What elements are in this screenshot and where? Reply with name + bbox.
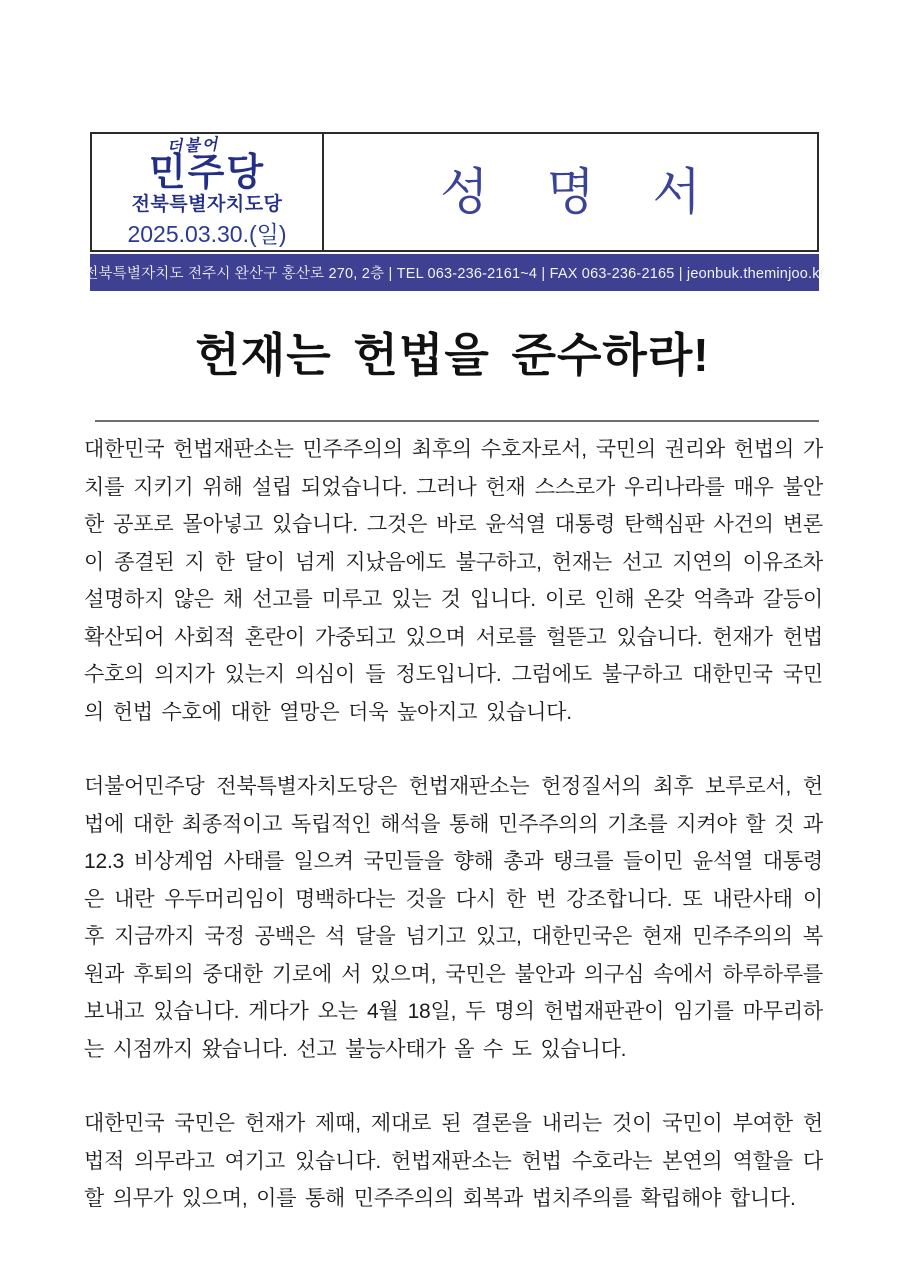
statement-paragraph-3: 대한민국 국민은 헌재가 제때, 제대로 된 결론을 내리는 것이 국민이 부여한 헌법적 의무라고 여기고 있습니다. 헌법재판소는 헌법 수호라는 본연의 역할을 다할 의무가 있으며, 이를 통해 민주주의의 회복과 법치주의를 확립해야 합니다. xyxy=(84,1112,823,1210)
contact-bar xyxy=(84,254,825,291)
header-box xyxy=(90,132,819,252)
statement-body xyxy=(84,431,823,1218)
contact-text: 전북특별자치도 전주시 완산구 홍산로 270, 2층 | TEL 063-236-2161~4 | FAX 063-236-2165 | jeonbuk.theminjoo.kr xyxy=(84,266,825,282)
statement-title: 헌재는 헌법을 준수하라! xyxy=(195,329,710,381)
party-logo xyxy=(92,134,324,250)
statement-paragraph-1: 대한민국 헌법재판소는 민주주의의 최후의 수호자로서, 국민의 권리와 헌법의 가치를 지키기 위해 설립 되었습니다. 그러나 헌재 스스로가 우리나라를 매우 불안한 공포로 몰아넣고 있습니다. 그것은 바로 윤석열 대통령 탄핵심판 사건의 변론이 종결된 지 한 달이 넘게 지났음에도 불구하고, 헌재는 선고 지연의 이유조차 설명하지 않은 채 선고를 미루고 있는 것 입니다. 이로 인해 온갖 억측과 갈등이 확산되어 사회적 혼란이 가중되고 있으며 서로를 헐뜯고 있습니다. 헌재가 헌법 수호의 의지가 있는지 의심이 들 정도입니다. 그럼에도 불구하고 대한민국 국민의 헌법 수호에 대한 열망은 더욱 높아지고 있습니다. xyxy=(84,438,823,724)
doc-type-cell xyxy=(324,134,817,250)
party-logo-name: 민주당 xyxy=(148,152,266,195)
party-logo-region: 전북특별자치도당 xyxy=(131,194,283,216)
divider-line xyxy=(95,420,819,422)
doc-type-title: 성 명 서 xyxy=(440,164,723,220)
party-logo-script: 더불어 xyxy=(166,136,220,157)
statement-paragraph-2: 더불어민주당 전북특별자치도당은 헌법재판소는 헌정질서의 최후 보루로서, 헌법에 대한 최종적이고 독립적인 해석을 통해 민주주의의 기초를 지켜야 할 것 과 12.3 비상계엄 사태를 일으켜 국민들을 향해 총과 탱크를 들이민 윤석열 대통령은 내란 우두머리임이 명백하다는 것을 다시 한 번 강조합니다. 또 내란사태 이후 지금까지 국정 공백은 석 달을 넘기고 있고, 대한민국은 현재 민주주의의 복원과 후퇴의 중대한 기로에 서 있으며, 국민은 불안과 의구심 속에서 하루하루를 보내고 있습니다. 게다가 오는 4월 18일, 두 명의 헌법재판관이 임기를 마무리하는 시점까지 왔습니다. 선고 불능사태가 올 수 도 있습니다. xyxy=(84,775,823,1061)
statement-date: 2025.03.30.(일) xyxy=(127,220,287,247)
